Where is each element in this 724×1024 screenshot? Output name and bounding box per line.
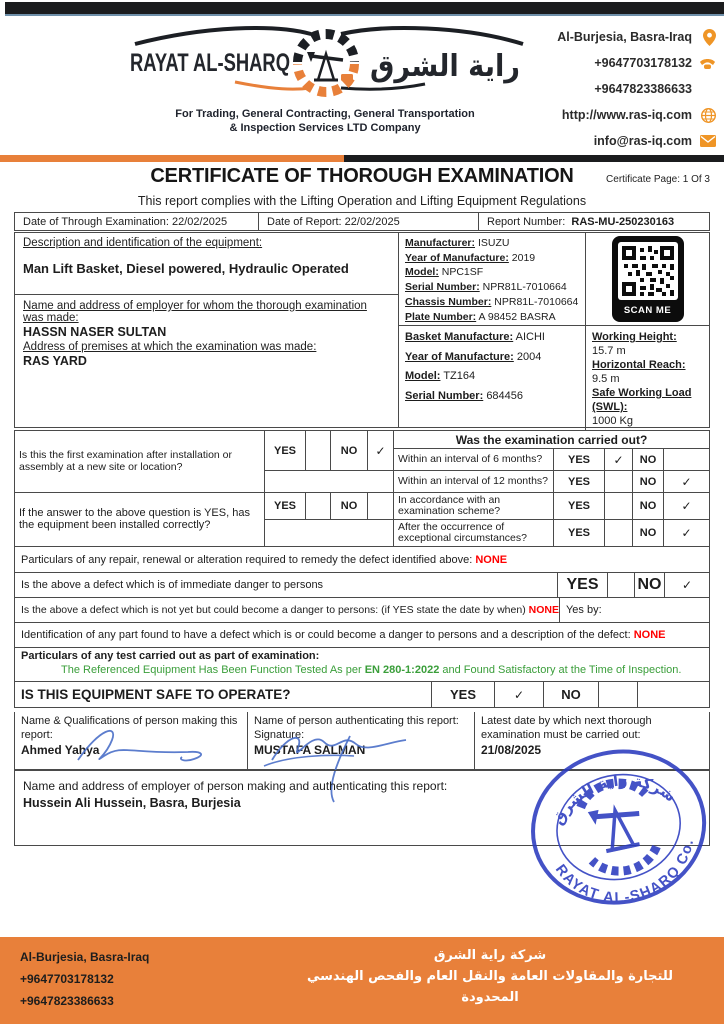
contact-phone1-text: +9647703178132 bbox=[594, 56, 692, 70]
vehicle-chassis: Chassis Number: NPR81L-7010664 bbox=[405, 295, 579, 308]
vehicle-manufacturer: Manufacturer: ISUZU bbox=[405, 237, 510, 249]
vehicle-serial: Serial Number: NPR81L-7010664 bbox=[405, 281, 567, 294]
top-accent-bar bbox=[5, 2, 724, 16]
scheme-no-check: ✓ bbox=[664, 493, 709, 519]
swl-label: Safe Working Load (SWL): bbox=[592, 387, 692, 413]
installed-yes-label: YES bbox=[265, 493, 305, 519]
logo-swoosh-left bbox=[135, 28, 311, 44]
exam-date-value: 22/02/2025 bbox=[172, 215, 228, 228]
contact-phone2-text: +9647823386633 bbox=[594, 82, 692, 96]
future-danger-value: NONE bbox=[528, 604, 559, 616]
report-date-value: 22/02/2025 bbox=[344, 215, 400, 228]
footer-arabic bbox=[270, 945, 710, 1008]
tagline-line2: & Inspection Services LTD Company bbox=[229, 122, 421, 134]
next-exam-date: 21/08/2025 bbox=[481, 743, 542, 757]
question-first-exam: Is this the first examination after installation or assembly at a new site or location? bbox=[15, 431, 264, 492]
vehicle-plate: Plate Number: A 98452 BASRA bbox=[405, 310, 556, 323]
footer-ar-line3: المحدودة bbox=[461, 990, 519, 1005]
page-title: CERTIFICATE OF THOROUGH EXAMINATION bbox=[150, 165, 574, 187]
question-installed-correctly: If the answer to the above question is YES, has the equipment been installed correctly? bbox=[15, 493, 264, 546]
exam-date-cell bbox=[15, 213, 258, 230]
gear-icon bbox=[299, 35, 353, 91]
basket-model: Model: TZ164 bbox=[405, 370, 476, 382]
company-name-en: RAYAT AL-SHARQ bbox=[130, 49, 290, 77]
scheme-yes-label: YES bbox=[554, 493, 604, 519]
basket-serial: Serial Number: 684456 bbox=[405, 389, 524, 402]
equipment-left-column bbox=[15, 233, 399, 427]
safe-yes-check: ✓ bbox=[494, 682, 543, 707]
employer-box-label: Name and address of employer of person making and authenticating this report: bbox=[23, 779, 448, 793]
working-height-label: Working Height: bbox=[592, 331, 677, 343]
basket-info-row bbox=[399, 326, 709, 432]
circumstances-yes-label: YES bbox=[554, 520, 604, 546]
future-danger-row bbox=[15, 597, 709, 622]
question-exam-scheme: In accordance with an examination scheme? bbox=[394, 493, 553, 519]
horizontal-reach-label: Horizontal Reach: bbox=[592, 359, 686, 371]
danger-no-check: ✓ bbox=[664, 573, 709, 597]
contact-email bbox=[511, 131, 716, 151]
contact-website bbox=[511, 105, 716, 125]
installed-no-check bbox=[368, 493, 393, 519]
tagline-line1: For Trading, General Contracting, General Transportation bbox=[175, 108, 475, 120]
equipment-description-label: Description and identification of the equipment: bbox=[23, 237, 263, 249]
empty-cell bbox=[265, 471, 393, 492]
footer-bar bbox=[0, 937, 724, 1024]
12-months-yes-label: YES bbox=[554, 471, 604, 492]
immediate-danger-row bbox=[15, 572, 709, 597]
safe-no-label: NO bbox=[543, 682, 598, 707]
contact-phone1 bbox=[511, 53, 716, 73]
empty-cell bbox=[265, 520, 393, 546]
svg-text:شركة راية الشرق bbox=[542, 759, 682, 830]
vehicle-info-list bbox=[399, 233, 585, 325]
employer-box-value: Hussein Ali Hussein, Basra, Burjesia bbox=[23, 796, 241, 810]
location-pin-icon bbox=[692, 29, 716, 46]
stamp-english-text: RAYAT AL-SHARQ Co. bbox=[551, 837, 698, 907]
future-danger-text: Is the above a defect which is not yet but could become a danger to persons: (if YES state the date by when) bbox=[21, 604, 526, 616]
auth-label: Name of person authenticating this report: bbox=[254, 715, 459, 727]
contact-block bbox=[511, 27, 716, 157]
equipment-section bbox=[14, 232, 710, 428]
footer-phone2: +9647823386633 bbox=[20, 994, 114, 1008]
page-subtitle: This report complies with the Lifting Operation and Lifting Equipment Regulations bbox=[137, 194, 587, 208]
safe-question: IS THIS EQUIPMENT SAFE TO OPERATE? bbox=[21, 687, 291, 702]
scheme-yes-check bbox=[605, 493, 632, 519]
equipment-description-value: Man Lift Basket, Diesel powered, Hydraulic Operated bbox=[23, 261, 349, 276]
premises-label: Address of premises at which the examination was made: bbox=[23, 341, 317, 353]
footer-address: Al-Burjesia, Basra-Iraq bbox=[20, 950, 150, 964]
qr-label: SCAN ME bbox=[623, 305, 672, 316]
authenticator-cell bbox=[247, 712, 474, 769]
first-exam-no-check: ✓ bbox=[368, 431, 393, 470]
12-months-yes-check bbox=[605, 471, 632, 492]
divider-orange bbox=[0, 155, 344, 162]
footer-ar-line2: للتجارة والمقاولات العامة والنقل العام والفحص الهندسي bbox=[306, 969, 674, 984]
stamp-arabic-text: شركة راية الشرق bbox=[548, 771, 680, 828]
6-months-no-label: NO bbox=[633, 449, 663, 470]
defects-section bbox=[14, 547, 710, 708]
installed-no-label: NO bbox=[331, 493, 367, 519]
certificate-page-number: Certificate Page: 1 Of 3 bbox=[606, 174, 710, 185]
company-tagline bbox=[110, 107, 540, 135]
question-6-months: Within an interval of 6 months? bbox=[394, 449, 553, 470]
envelope-icon bbox=[692, 135, 716, 147]
maker-name: Ahmed Yahya bbox=[21, 743, 100, 757]
exam-date-label: Date of Through Examination: bbox=[23, 215, 169, 228]
vehicle-info-row bbox=[399, 233, 709, 326]
contact-phone2 bbox=[511, 79, 716, 99]
repair-value: NONE bbox=[475, 553, 508, 566]
company-logo bbox=[110, 18, 540, 135]
divider-black bbox=[344, 155, 724, 162]
first-exam-yes-label: YES bbox=[265, 431, 305, 470]
equipment-right-column bbox=[399, 233, 709, 427]
12-months-no-label: NO bbox=[633, 471, 663, 492]
report-number-value: RAS-MU-250230163 bbox=[571, 215, 675, 228]
basket-year: Year of Manufacture: 2004 bbox=[405, 350, 542, 363]
circumstances-yes-check bbox=[605, 520, 632, 546]
logo-swoosh-bottom-left bbox=[235, 82, 311, 89]
identification-text: Identification of any part found to have a defect which is or could become a danger to persons and a description of the defect: bbox=[21, 629, 631, 641]
working-height-value: 15.7 m bbox=[592, 345, 626, 357]
6-months-yes-check: ✓ bbox=[605, 449, 632, 470]
maker-cell bbox=[15, 712, 247, 769]
6-months-yes-label: YES bbox=[554, 449, 604, 470]
safe-no-check-cell bbox=[598, 682, 637, 707]
installed-yes-check bbox=[306, 493, 330, 519]
company-name-ar: راية الشرق bbox=[370, 49, 520, 84]
logo-swoosh-right bbox=[341, 28, 523, 44]
circumstances-no-label: NO bbox=[633, 520, 663, 546]
basket-manufacture: Basket Manufacture: AICHI bbox=[405, 331, 545, 343]
qr-pattern bbox=[622, 246, 674, 296]
footer-phone1: +9647703178132 bbox=[20, 972, 114, 986]
identification-value: NONE bbox=[633, 629, 666, 641]
test-standard: EN 280-1:2022 bbox=[364, 664, 440, 676]
vehicle-year: Year of Manufacture: 2019 bbox=[405, 251, 536, 264]
repair-row bbox=[15, 547, 709, 572]
meta-row bbox=[14, 212, 710, 231]
contact-address-text: Al-Burjesia, Basra-Iraq bbox=[557, 30, 692, 44]
identification-row bbox=[15, 622, 709, 647]
horizontal-reach-value: 9.5 m bbox=[592, 373, 620, 385]
danger-no-label: NO bbox=[634, 573, 664, 597]
report-number-cell bbox=[478, 213, 709, 230]
next-exam-label: Latest date by which next thorough examination must be carried out: bbox=[481, 715, 652, 741]
swl-value: 1000 Kg bbox=[592, 415, 633, 427]
employer-value: HASSN NASER SULTAN bbox=[23, 325, 167, 339]
test-result: The Referenced Equipment Has Been Function Tested As per EN 280-1:2022 and Found Satisfactory at the Time of Inspection. bbox=[61, 664, 682, 676]
repair-text: Particulars of any repair, renewal or alteration required to remedy the defect identified above: bbox=[21, 553, 473, 566]
6-months-no-check bbox=[664, 449, 709, 470]
safe-to-operate-row bbox=[15, 681, 709, 707]
circumstances-no-check: ✓ bbox=[664, 520, 709, 546]
contact-email-text[interactable]: info@ras-iq.com bbox=[593, 134, 692, 148]
danger-yes-label: YES bbox=[557, 573, 607, 597]
section-divider bbox=[15, 294, 398, 295]
logo-graphic bbox=[115, 18, 535, 100]
danger-yes-check bbox=[607, 573, 634, 597]
employer-label: Name and address of employer for whom the thorough examination was made: bbox=[23, 300, 367, 324]
12-months-no-check: ✓ bbox=[664, 471, 709, 492]
yes-by-cell: Yes by: bbox=[559, 598, 709, 622]
footer-ar-line1: شركة راية الشرق bbox=[433, 948, 547, 963]
auth-signature-label: Signature: bbox=[254, 728, 305, 741]
examination-table bbox=[14, 430, 710, 547]
report-date-cell bbox=[258, 213, 478, 230]
specs-list bbox=[585, 326, 709, 432]
question-exceptional-circumstances: After the occurrence of exceptional circumstances? bbox=[394, 520, 553, 546]
maker-label: Name & Qualifications of person making this report: bbox=[21, 715, 238, 741]
qr-area bbox=[585, 233, 709, 325]
first-exam-yes-check bbox=[306, 431, 330, 470]
question-12-months: Within an interval of 12 months? bbox=[394, 471, 553, 492]
empty-cell bbox=[637, 682, 709, 707]
immediate-danger-text: Is the above a defect which is of immediate danger to persons bbox=[21, 579, 324, 591]
auth-name: MUSTAFA SALMAN bbox=[254, 743, 366, 757]
premises-value: RAS YARD bbox=[23, 354, 87, 368]
footer-contact bbox=[20, 946, 149, 1012]
report-number-label: Report Number: bbox=[487, 215, 566, 228]
test-row bbox=[15, 647, 709, 681]
report-date-label: Date of Report: bbox=[267, 215, 342, 228]
logo-swoosh-bottom-right bbox=[341, 84, 425, 89]
scheme-no-label: NO bbox=[633, 493, 663, 519]
carried-out-header: Was the examination carried out? bbox=[394, 431, 709, 448]
test-label: Particulars of any test carried out as part of examination: bbox=[21, 650, 320, 662]
vehicle-model: Model: NPC1SF bbox=[405, 266, 484, 279]
contact-website-text[interactable]: http://www.ras-iq.com bbox=[561, 108, 692, 122]
contact-address bbox=[511, 27, 716, 47]
safe-yes-label: YES bbox=[431, 682, 494, 707]
globe-icon bbox=[692, 108, 716, 123]
basket-info-list bbox=[399, 326, 585, 432]
qr-code bbox=[612, 236, 684, 322]
phone-icon bbox=[692, 57, 716, 70]
first-exam-no-label: NO bbox=[331, 431, 367, 470]
